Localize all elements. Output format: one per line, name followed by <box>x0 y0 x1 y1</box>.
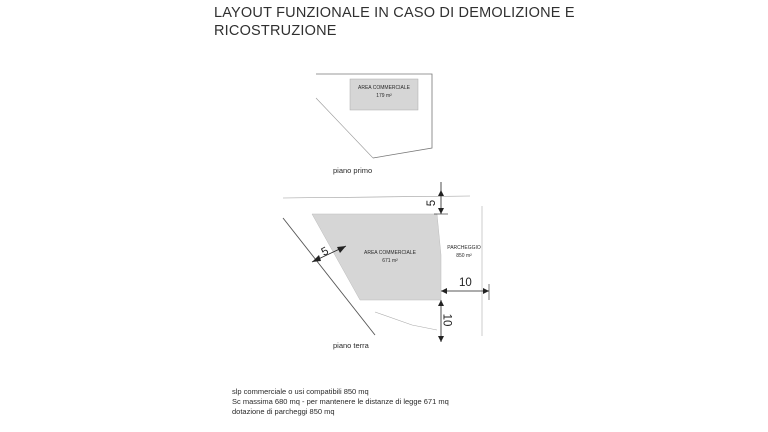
dim-bottom-arrow-up <box>438 300 444 306</box>
lower-bottom-edge <box>375 312 437 330</box>
lower-area-value: 671 m² <box>382 258 398 264</box>
lower-top-edge <box>283 196 470 198</box>
title-line-1: LAYOUT FUNZIONALE IN CASO DI DEMOLIZIONE E <box>214 5 575 21</box>
dim-right-arrow-left <box>441 288 447 294</box>
lower-plan-caption: piano terra <box>333 341 369 350</box>
dim-right-label: 10 <box>459 277 472 289</box>
upper-area-value: 179 m² <box>376 93 392 99</box>
note-line-1: slp commerciale o usi compatibili 850 mq <box>232 387 369 396</box>
lower-area-name: AREA COMMERCIALE <box>364 250 416 256</box>
note-line-3: dotazione di parcheggi 850 mq <box>232 407 335 416</box>
parking-value: 850 m² <box>456 253 472 259</box>
dim-bottom-label: 10 <box>440 313 453 327</box>
upper-area-name: AREA COMMERCIALE <box>358 85 410 91</box>
lower-area-label <box>360 249 420 265</box>
upper-plan-caption: piano primo <box>333 166 373 175</box>
parking-name: PARCHEGGIO <box>447 245 481 251</box>
upper-area-label <box>350 84 418 100</box>
dim-top-label: 5 <box>426 199 439 207</box>
parking-label <box>444 244 484 260</box>
note-line-2: Sc massima 680 mq - per mantenere le distanze di legge 671 mq <box>232 397 449 406</box>
title-line-2: RICOSTRUZIONE <box>214 23 337 39</box>
dim-bottom-arrow-down <box>438 336 444 342</box>
dim-diagonal-label: 5 <box>319 245 331 259</box>
dim-right-arrow-right <box>483 288 489 294</box>
dim-top-arrow-up <box>438 190 444 196</box>
dim-top-arrow-down <box>438 208 444 214</box>
notes-block <box>232 387 449 417</box>
